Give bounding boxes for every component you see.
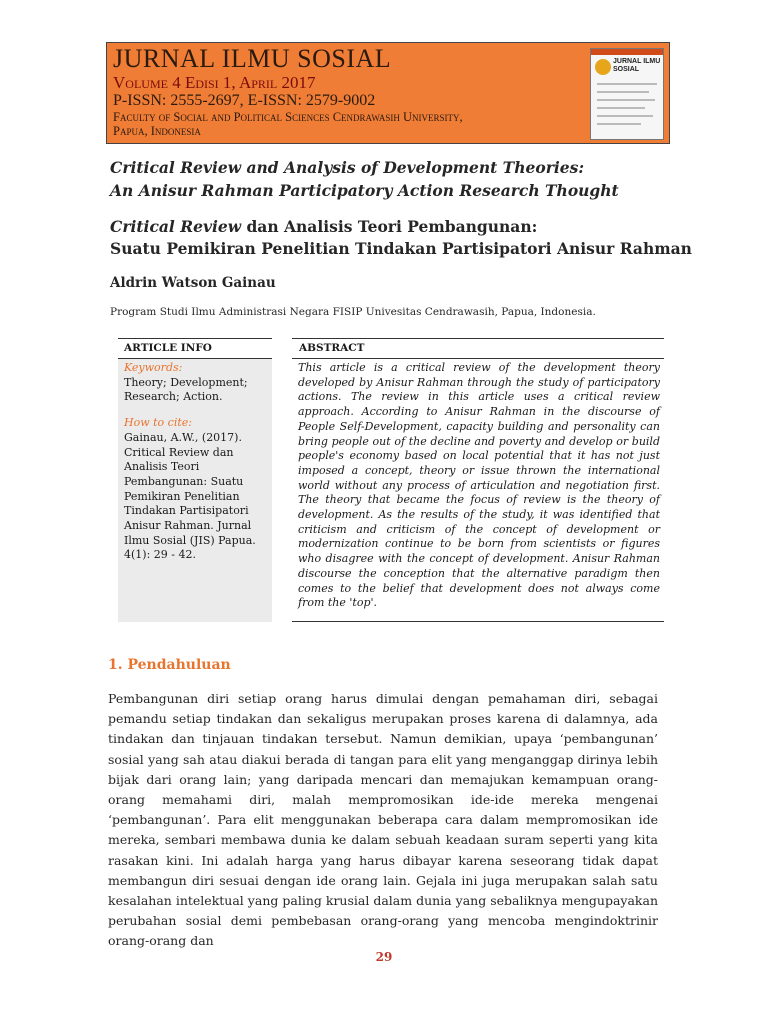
cover-text-line	[597, 123, 641, 125]
article-title-indonesian	[110, 216, 692, 260]
cover-text-line	[597, 91, 649, 93]
page-number: 29	[375, 950, 393, 964]
journal-issn: P-ISSN: 2555-2697, E-ISSN: 2579-9002	[113, 92, 376, 109]
title-rest-part: dan Analisis Teori Pembangunan:	[241, 217, 538, 236]
journal-cover-image	[590, 48, 664, 140]
journal-header-text	[113, 45, 463, 138]
article-info-heading: ARTICLE INFO	[118, 338, 272, 359]
university-logo-icon	[595, 59, 611, 75]
introduction-paragraph: Pembangunan diri setiap orang harus dimulai dengan pemahaman diri, sebagai pemandu setiap tindakan dan sekaligus merupakan proses karena di dalamnya, ada tindakan dan tinjauan tindakan tersebut. Namun demikian, upaya ‘pembangunan’ sosial yang sah atau diakui berada di tangan para elit yang menganggap dirinya lebih bijak dari orang lain; yang daripada mencari dan memajukan kemampuan orang-orang memahami diri, malah mempromosikan ide-ide mereka mengenai ‘pembangunan’. Para elit menggunakan beberapa cara dalam mempromosikan ide mereka, sembari membawa dunia ke dalam sebuah keadaan suram seperti yang kita rasakan kini. Ini adalah harga yang harus dibayar karena seseorang tidak dapat membangun diri sesuai dengan ide orang lain. Gejala ini juga merupakan salah satu kesalahan intelektual yang paling krusial dalam dunia yang sebaliknya mengupayakan perubahan sosial demi pembebasan orang-orang yang mencoba mengindoktrinir orang-orang dan	[108, 691, 658, 949]
journal-faculty-line2: Papua, Indonesia	[113, 124, 201, 138]
cover-top-band	[591, 49, 663, 55]
title-italic-part: Critical Review	[110, 217, 242, 236]
article-title-indonesian-line2: Suatu Pemikiran Penelitian Tindakan Partisipatori Anisur Rahman	[110, 239, 692, 258]
citation-text: Gainau, A.W., (2017). Critical Review dan Analisis Teori Pembangunan: Suatu Pemikiran Penelitian Tindakan Partisipatori Anisur Rahman. Jurnal Ilmu Sosial (JIS) Papua. 4(1): 29 - 42.	[124, 430, 256, 562]
article-title-english-line1: Critical Review and Analysis of Development Theories:	[110, 158, 585, 177]
keywords-text: Theory; Development; Research; Action.	[124, 375, 248, 404]
cover-title: JURNAL ILMU SOSIAL	[613, 58, 661, 73]
author-name: Aldrin Watson Gainau	[110, 275, 276, 291]
journal-volume: Volume 4 Edisi 1, April 2017	[113, 73, 316, 92]
cover-text-line	[597, 99, 655, 101]
abstract-text: This article is a critical review of the development theory developed by Anisur Rahman through the study of participatory actions. The review in this article uses a critical review approach. According to Anisur Rahman in the discourse of People Self-Development, capacity building and personality can bring people out of the decline and poverty and develop or build people's economy based on local potential that it has not just imposed a concept, theory or issue thrown the international world without any process of articulation and negotiation first. The theory that became the focus of review is the theory of development. As the results of the study, it was identified that criticism and criticism of the concept of development or modernization continue to be born from scientists or figures who disagree with the concept of development. Anisur Rahman discourse the conception that the alternative paradigm then comes to the belief that development does not always come from the 'top'.	[298, 361, 660, 610]
article-title-indonesian-line1	[110, 216, 692, 238]
article-info-body	[124, 361, 272, 563]
journal-title: JURNAL ILMU SOSIAL	[113, 44, 392, 73]
journal-header-banner	[106, 42, 670, 144]
article-title-english-line2: An Anisur Rahman Participatory Action Research Thought	[110, 181, 619, 200]
author-affiliation: Program Studi Ilmu Administrasi Negara FISIP Univesitas Cendrawasih, Papua, Indonesia.	[110, 306, 596, 318]
journal-faculty-line1: Faculty of Social and Political Sciences Cendrawasih University,	[113, 110, 463, 124]
keywords-label: Keywords:	[124, 361, 183, 374]
abstract-heading: ABSTRACT	[292, 338, 664, 359]
article-title-english	[110, 156, 619, 202]
abstract-bottom-rule	[292, 621, 664, 622]
cover-text-line	[597, 83, 657, 85]
cover-text-line	[597, 115, 653, 117]
cover-text-line	[597, 107, 645, 109]
how-to-cite-label: How to cite:	[124, 416, 192, 430]
section-heading-introduction: 1. Pendahuluan	[108, 657, 231, 673]
